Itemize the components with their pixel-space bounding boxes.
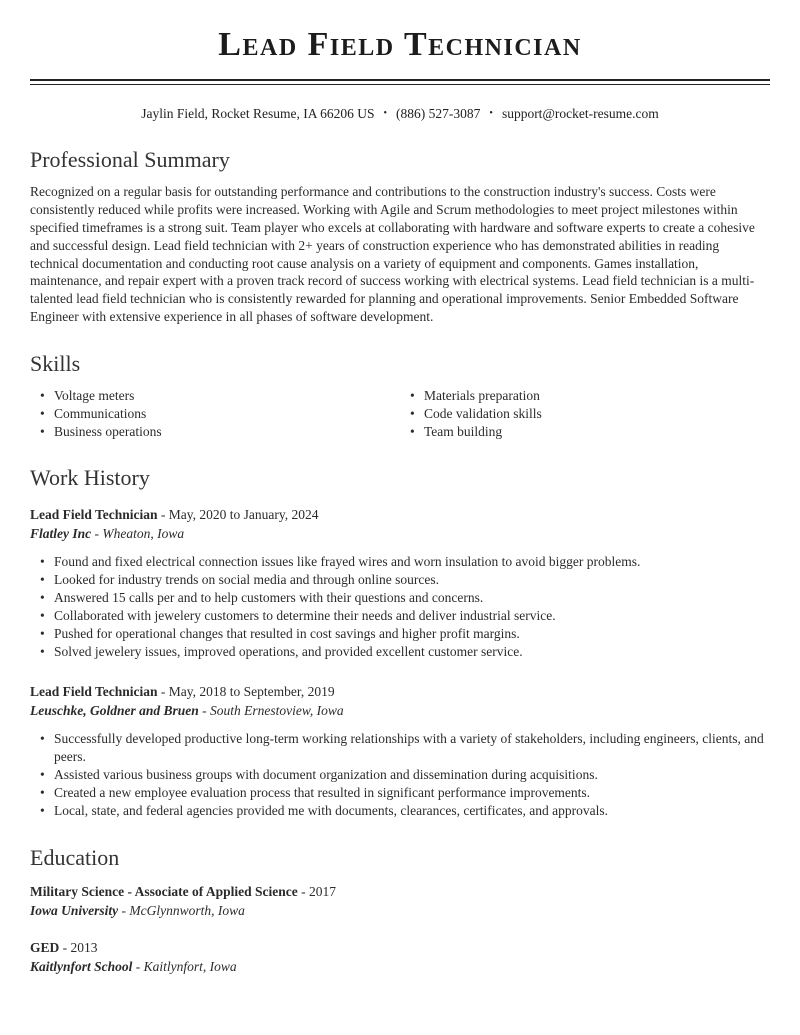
section-heading-professional-summary: Professional Summary [30,147,230,173]
education-degree-line [30,882,770,902]
job-bullet: • Assisted various business groups with document organization and dissemination during acquisitions. [30,766,770,784]
education-school-line [30,901,770,921]
education-location: - Kaitlynfort, Iowa [132,959,237,975]
header-divider-rule [30,79,770,85]
section-heading-education: Education [30,844,120,870]
job-title-line [30,682,770,702]
education-entry [30,882,770,921]
job-bullet: • Created a new employee evaluation process that resulted in significant performance improvements. [30,784,770,802]
skill-item: • Business operations [30,423,400,441]
job-bullet: • Pushed for operational changes that resulted in cost savings and higher profit margins. [30,625,770,643]
skill-item: • Team building [400,423,770,441]
job-bullet: • Successfully developed productive long-term working relationships with a variety of stakeholders, including engineers, clients, and peers. [30,730,770,766]
skill-item: • Materials preparation [400,387,770,405]
job-bullet-list [30,553,770,661]
section-heading-work-history: Work History [30,465,150,491]
contact-address: Jaylin Field, Rocket Resume, IA 66206 US [141,106,375,122]
job-company: Flatley Inc [30,526,92,542]
education-school: Kaitlynfort School [30,959,133,975]
job-dates: - May, 2020 to January, 2024 [157,506,319,522]
job-entry [30,505,770,661]
education-year: - 2017 [297,883,336,899]
job-dates: - May, 2018 to September, 2019 [157,683,335,699]
education-location: - McGlynnworth, Iowa [118,903,245,919]
skill-item: • Voltage meters [30,387,400,405]
job-title: Lead Field Technician [30,683,158,699]
contact-phone: (886) 527-3087 [396,106,481,122]
contact-separator-dot: • [383,108,388,120]
job-location: - South Ernestoview, Iowa [198,703,344,719]
education-entry [30,938,770,977]
job-bullet: • Answered 15 calls per and to help customers with their questions and concerns. [30,589,770,607]
contact-line [30,106,770,122]
education-school: Iowa University [30,903,119,919]
job-entry [30,682,770,820]
job-company-line [30,701,770,721]
job-company-line [30,524,770,544]
job-company: Leuschke, Goldner and Bruen [30,703,199,719]
skill-item: • Communications [30,405,400,423]
education-degree: GED [30,939,60,955]
education-degree: Military Science - Associate of Applied Science [30,883,298,899]
education-year: - 2013 [59,939,98,955]
skills-list-right [400,387,770,441]
skills-list-left [30,387,400,441]
contact-email: support@rocket-resume.com [501,106,659,122]
education-school-line [30,957,770,977]
professional-summary-text: Recognized on a regular basis for outstanding performance and contributions to the construction industry's success. Costs were consistently reduced while profits were increased. Working with Agile and Scrum methodologies to meet project milestones within specified timeframes is a strong suit. Team player who excels at collaborating with hardware and software experts to create a cohesive and successful design. Lead field technician with 2+ years of construction experience who has demonstrated abilities in reading technical documentation and conducting root cause analysis on a variety of equipment and components. Games installation, maintenance, and repair expert with a proven track record of success working with electrical systems. Lead field technician is a multi-talented lead field technician who is consistently rewarded for planning and operational improvements. Senior Embedded Software Engineer with extensive experience in all phases of software development. [30,183,755,325]
job-bullet: • Looked for industry trends on social media and through online sources. [30,571,770,589]
resume-title: Lead Field Technician [218,26,582,63]
job-bullet: • Found and fixed electrical connection issues like frayed wires and worn insulation to avoid bigger problems. [30,553,770,571]
job-bullet-list [30,730,770,820]
job-title: Lead Field Technician [30,506,158,522]
job-bullet: • Local, state, and federal agencies provided me with documents, clearances, certificates, and approvals. [30,802,770,820]
job-bullet: • Solved jewelery issues, improved operations, and provided excellent customer service. [30,643,770,661]
job-location: - Wheaton, Iowa [91,526,185,542]
skill-item: • Code validation skills [400,405,770,423]
contact-separator-dot: • [489,108,493,120]
skills-columns [30,387,770,441]
job-bullet: • Collaborated with jewelery customers to determine their needs and deliver industrial service. [30,607,770,625]
section-heading-skills: Skills [30,351,81,377]
education-degree-line [30,938,770,958]
job-title-line [30,505,770,525]
